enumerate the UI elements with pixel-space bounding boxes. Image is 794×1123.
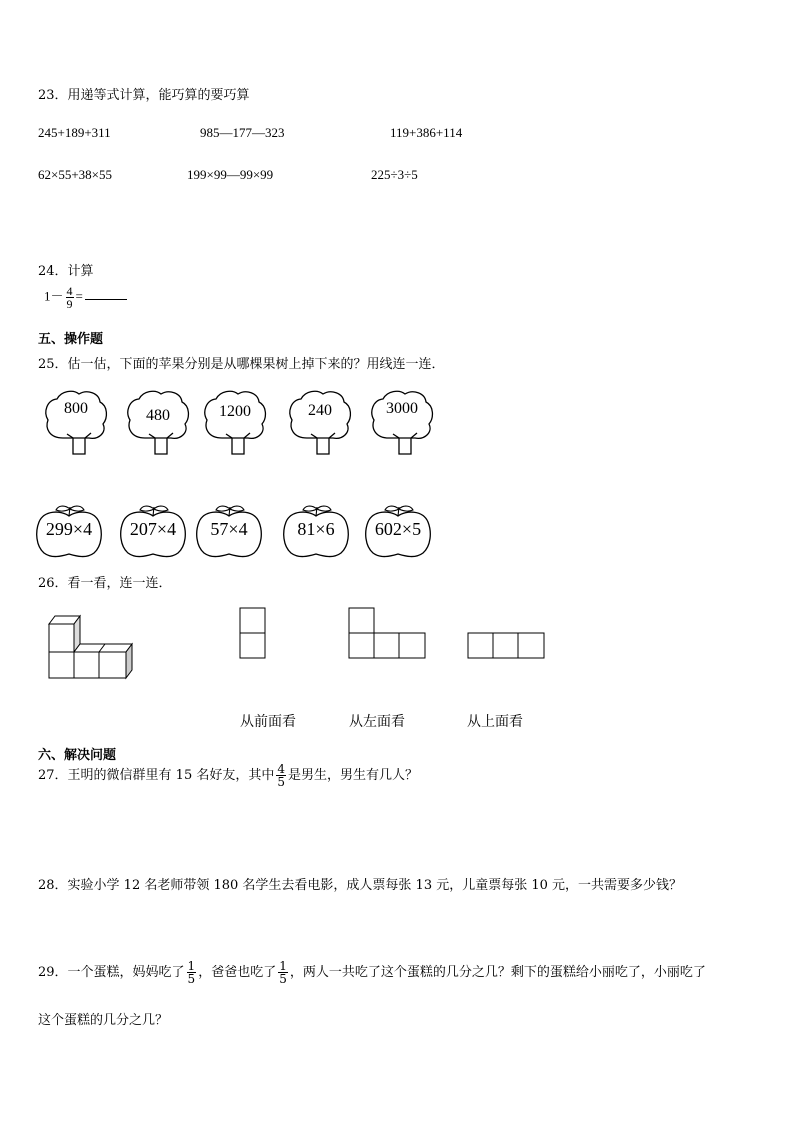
q25-title: 25．估一估，下面的苹果分别是从哪棵果树上掉下来的？用线连一连． — [38, 357, 445, 372]
label-left-view[interactable]: 从左面看 — [349, 714, 405, 730]
tree-number: 1200 — [219, 403, 251, 420]
q24-expr-left: 1－ — [44, 288, 64, 304]
q27-frac-den: 5 — [277, 775, 285, 789]
q24-title: 24．计算 — [38, 264, 94, 279]
tree-number: 480 — [146, 407, 170, 424]
tree-3[interactable] — [202, 388, 268, 456]
q27-text — [38, 763, 418, 788]
tree-icon — [369, 388, 435, 456]
tree-2[interactable] — [125, 388, 191, 456]
view-shape-l[interactable] — [347, 606, 429, 662]
q23-expr-3: 119+386+114 — [390, 125, 463, 140]
tree-number: 3000 — [386, 400, 418, 417]
cube-stack-figure — [46, 612, 140, 682]
apple-expression: 57×4 — [210, 519, 248, 539]
section-5-title: 五、操作题 — [38, 332, 104, 347]
tree-number: 240 — [308, 402, 332, 419]
q29-line2: 这个蛋糕的几分之几？ — [38, 1013, 169, 1028]
q23-expr-4: 62×55+38×55 — [38, 167, 112, 182]
apple-expression: 602×5 — [374, 519, 422, 539]
q24-answer-blank[interactable] — [85, 299, 127, 300]
q23-expr-1: 245+189+311 — [38, 125, 111, 140]
q29-fraction-2 — [278, 960, 288, 985]
q29-part1: 29．一个蛋糕，妈妈吃了 — [38, 965, 185, 980]
q28-text: 28．实验小学 12 名老师带领 180 名学生去看电影，成人票每张 13 元，儿童票每张 10 元，一共需要多少钱？ — [38, 878, 683, 893]
view-shape-vertical[interactable] — [238, 606, 268, 662]
q23-expr-5: 199×99—99×99 — [187, 167, 274, 182]
tree-5[interactable] — [369, 388, 435, 456]
apple-1[interactable] — [34, 504, 104, 560]
q29-fraction-1 — [187, 960, 197, 985]
apple-expression: 207×4 — [129, 519, 177, 539]
q27-text-after: 是男生，男生有几人？ — [288, 768, 419, 783]
q24-frac-num: 4 — [66, 284, 73, 298]
q24-fraction — [66, 285, 74, 310]
q29-part3: ，两人一共吃了这个蛋糕的几分之几？剩下的蛋糕给小丽吃了，小丽吃了 — [289, 965, 706, 980]
q23-title: 23．用递等式计算，能巧算的要巧算 — [38, 88, 250, 103]
q29-frac1-den: 5 — [187, 972, 196, 986]
apple-5[interactable] — [363, 504, 433, 560]
q26-title: 26．看一看，连一连． — [38, 576, 172, 591]
q27-fraction — [276, 763, 286, 788]
tree-number: 800 — [64, 400, 88, 417]
tree-icon — [43, 388, 109, 456]
label-front-view[interactable]: 从前面看 — [240, 714, 296, 730]
tree-icon — [287, 388, 353, 456]
apple-3[interactable] — [194, 504, 264, 560]
q29-part2: ，爸爸也吃了 — [198, 965, 277, 980]
q27-text-before: 27．王明的微信群里有 15 名好友，其中 — [38, 768, 275, 783]
tree-1[interactable] — [43, 388, 109, 456]
apple-2[interactable] — [118, 504, 188, 560]
tree-4[interactable] — [287, 388, 353, 456]
apple-expression: 299×4 — [45, 519, 93, 539]
q24-frac-den: 9 — [66, 297, 73, 311]
tree-icon — [202, 388, 268, 456]
q23-expr-6: 225÷3÷5 — [371, 167, 418, 182]
apple-4[interactable] — [281, 504, 351, 560]
section-6-title: 六、解决问题 — [38, 748, 117, 763]
label-top-view[interactable]: 从上面看 — [467, 714, 523, 730]
view-shape-row[interactable] — [466, 631, 548, 661]
apple-expression: 81×6 — [297, 519, 335, 539]
q29-frac2-den: 5 — [279, 972, 287, 986]
q24-equals: = — [75, 288, 83, 304]
q29-frac2-num: 1 — [279, 959, 287, 973]
q29-frac1-num: 1 — [187, 959, 196, 973]
q23-expr-2: 985—177—323 — [200, 125, 285, 140]
q27-frac-num: 4 — [277, 762, 285, 776]
q29-line1 — [38, 960, 706, 985]
q24-expression — [44, 285, 127, 310]
